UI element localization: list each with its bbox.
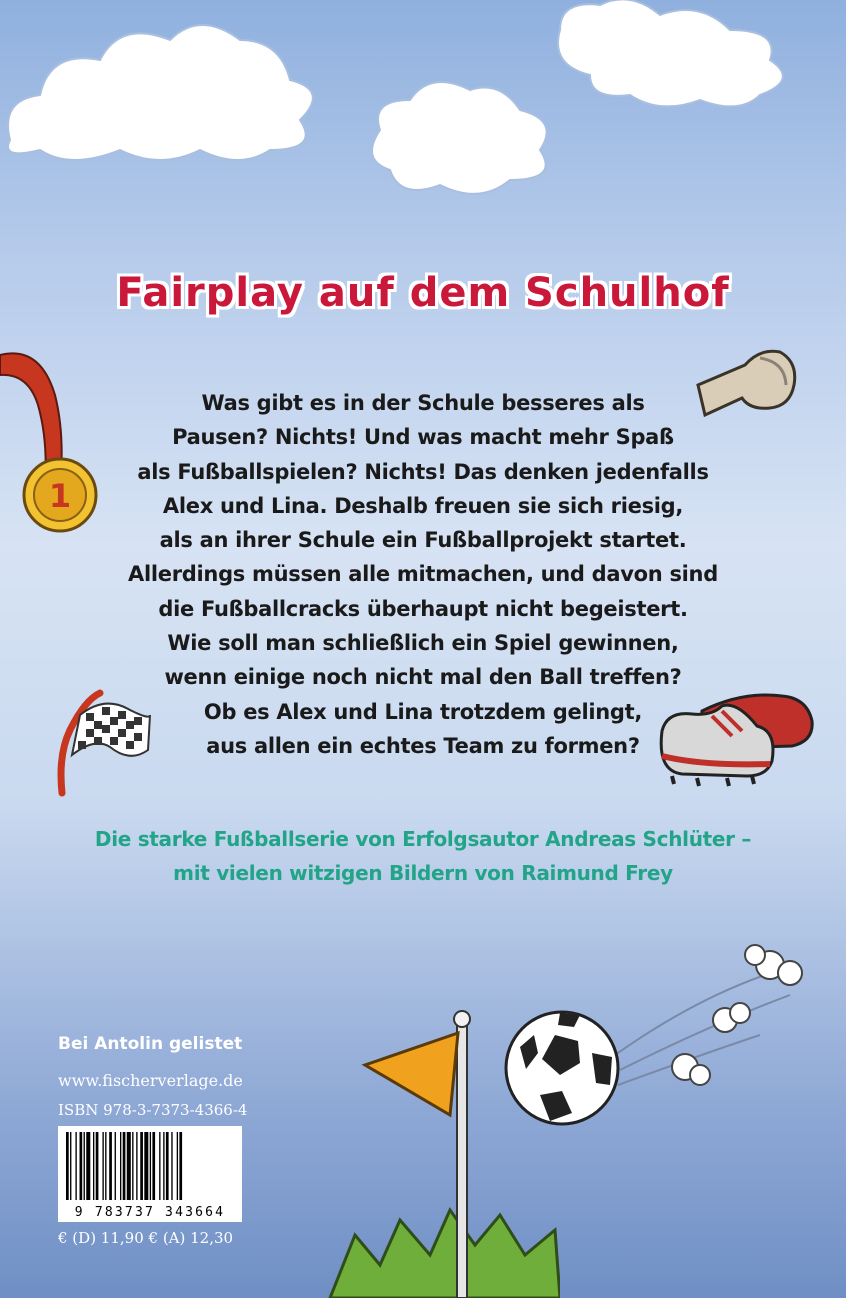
blurb-line: Allerdings müssen alle mitmachen, und davon sind [128,562,718,587]
blurb-line: aus allen ein echtes Team zu formen? [206,733,640,758]
blurb-line: Ob es Alex und Lina trotzdem gelingt, [203,699,643,724]
series-text [0,822,846,890]
blurb-line: Was gibt es in der Schule besseres als [201,391,645,415]
medal-icon [0,345,110,535]
antolin-label: Bei Antolin gelistet [58,1034,243,1054]
series-line: mit vielen witzigen Bildern von Raimund Frey [173,861,673,885]
series-line: Die starke Fußballserie von Erfolgsautor Andreas Schlüter – [94,827,752,851]
soccer-ball-icon [500,935,820,1135]
barcode [58,1126,242,1222]
blurb-line: als Fußballspielen? Nichts! Das denken jedenfalls [137,459,709,484]
blurb-line: als an ihrer Schule ein Fußballprojekt startet. [159,528,687,553]
blurb-line: die Fußballcracks überhaupt nicht begeistert. [158,596,688,621]
isbn-label: ISBN 978-3-7373-4366-4 [58,1101,248,1119]
cloud-icon [0,0,846,220]
checkered-flag-icon [50,685,160,800]
medal-number: 1 [48,477,72,515]
website-link[interactable]: www.fischerverlage.de [58,1071,243,1090]
football-boots-icon [652,686,822,791]
blurb-line: Pausen? Nichts! Und was macht mehr Spaß [172,425,674,450]
barcode-digits: 9 783737 343664 [74,1205,226,1220]
blurb-line: Alex und Lina. Deshalb freuen sie sich riesig, [162,493,684,518]
blurb-line: wenn einige noch nicht mal den Ball treffen? [164,665,682,690]
barcode-bars [58,1130,242,1210]
blurb-line: Wie soll man schließlich ein Spiel gewinnen, [167,631,679,656]
price-label: € (D) 11,90 € (A) 12,30 [58,1229,234,1247]
blurb-text [100,386,746,763]
book-title: Fairplay auf dem Schulhof [116,270,730,316]
